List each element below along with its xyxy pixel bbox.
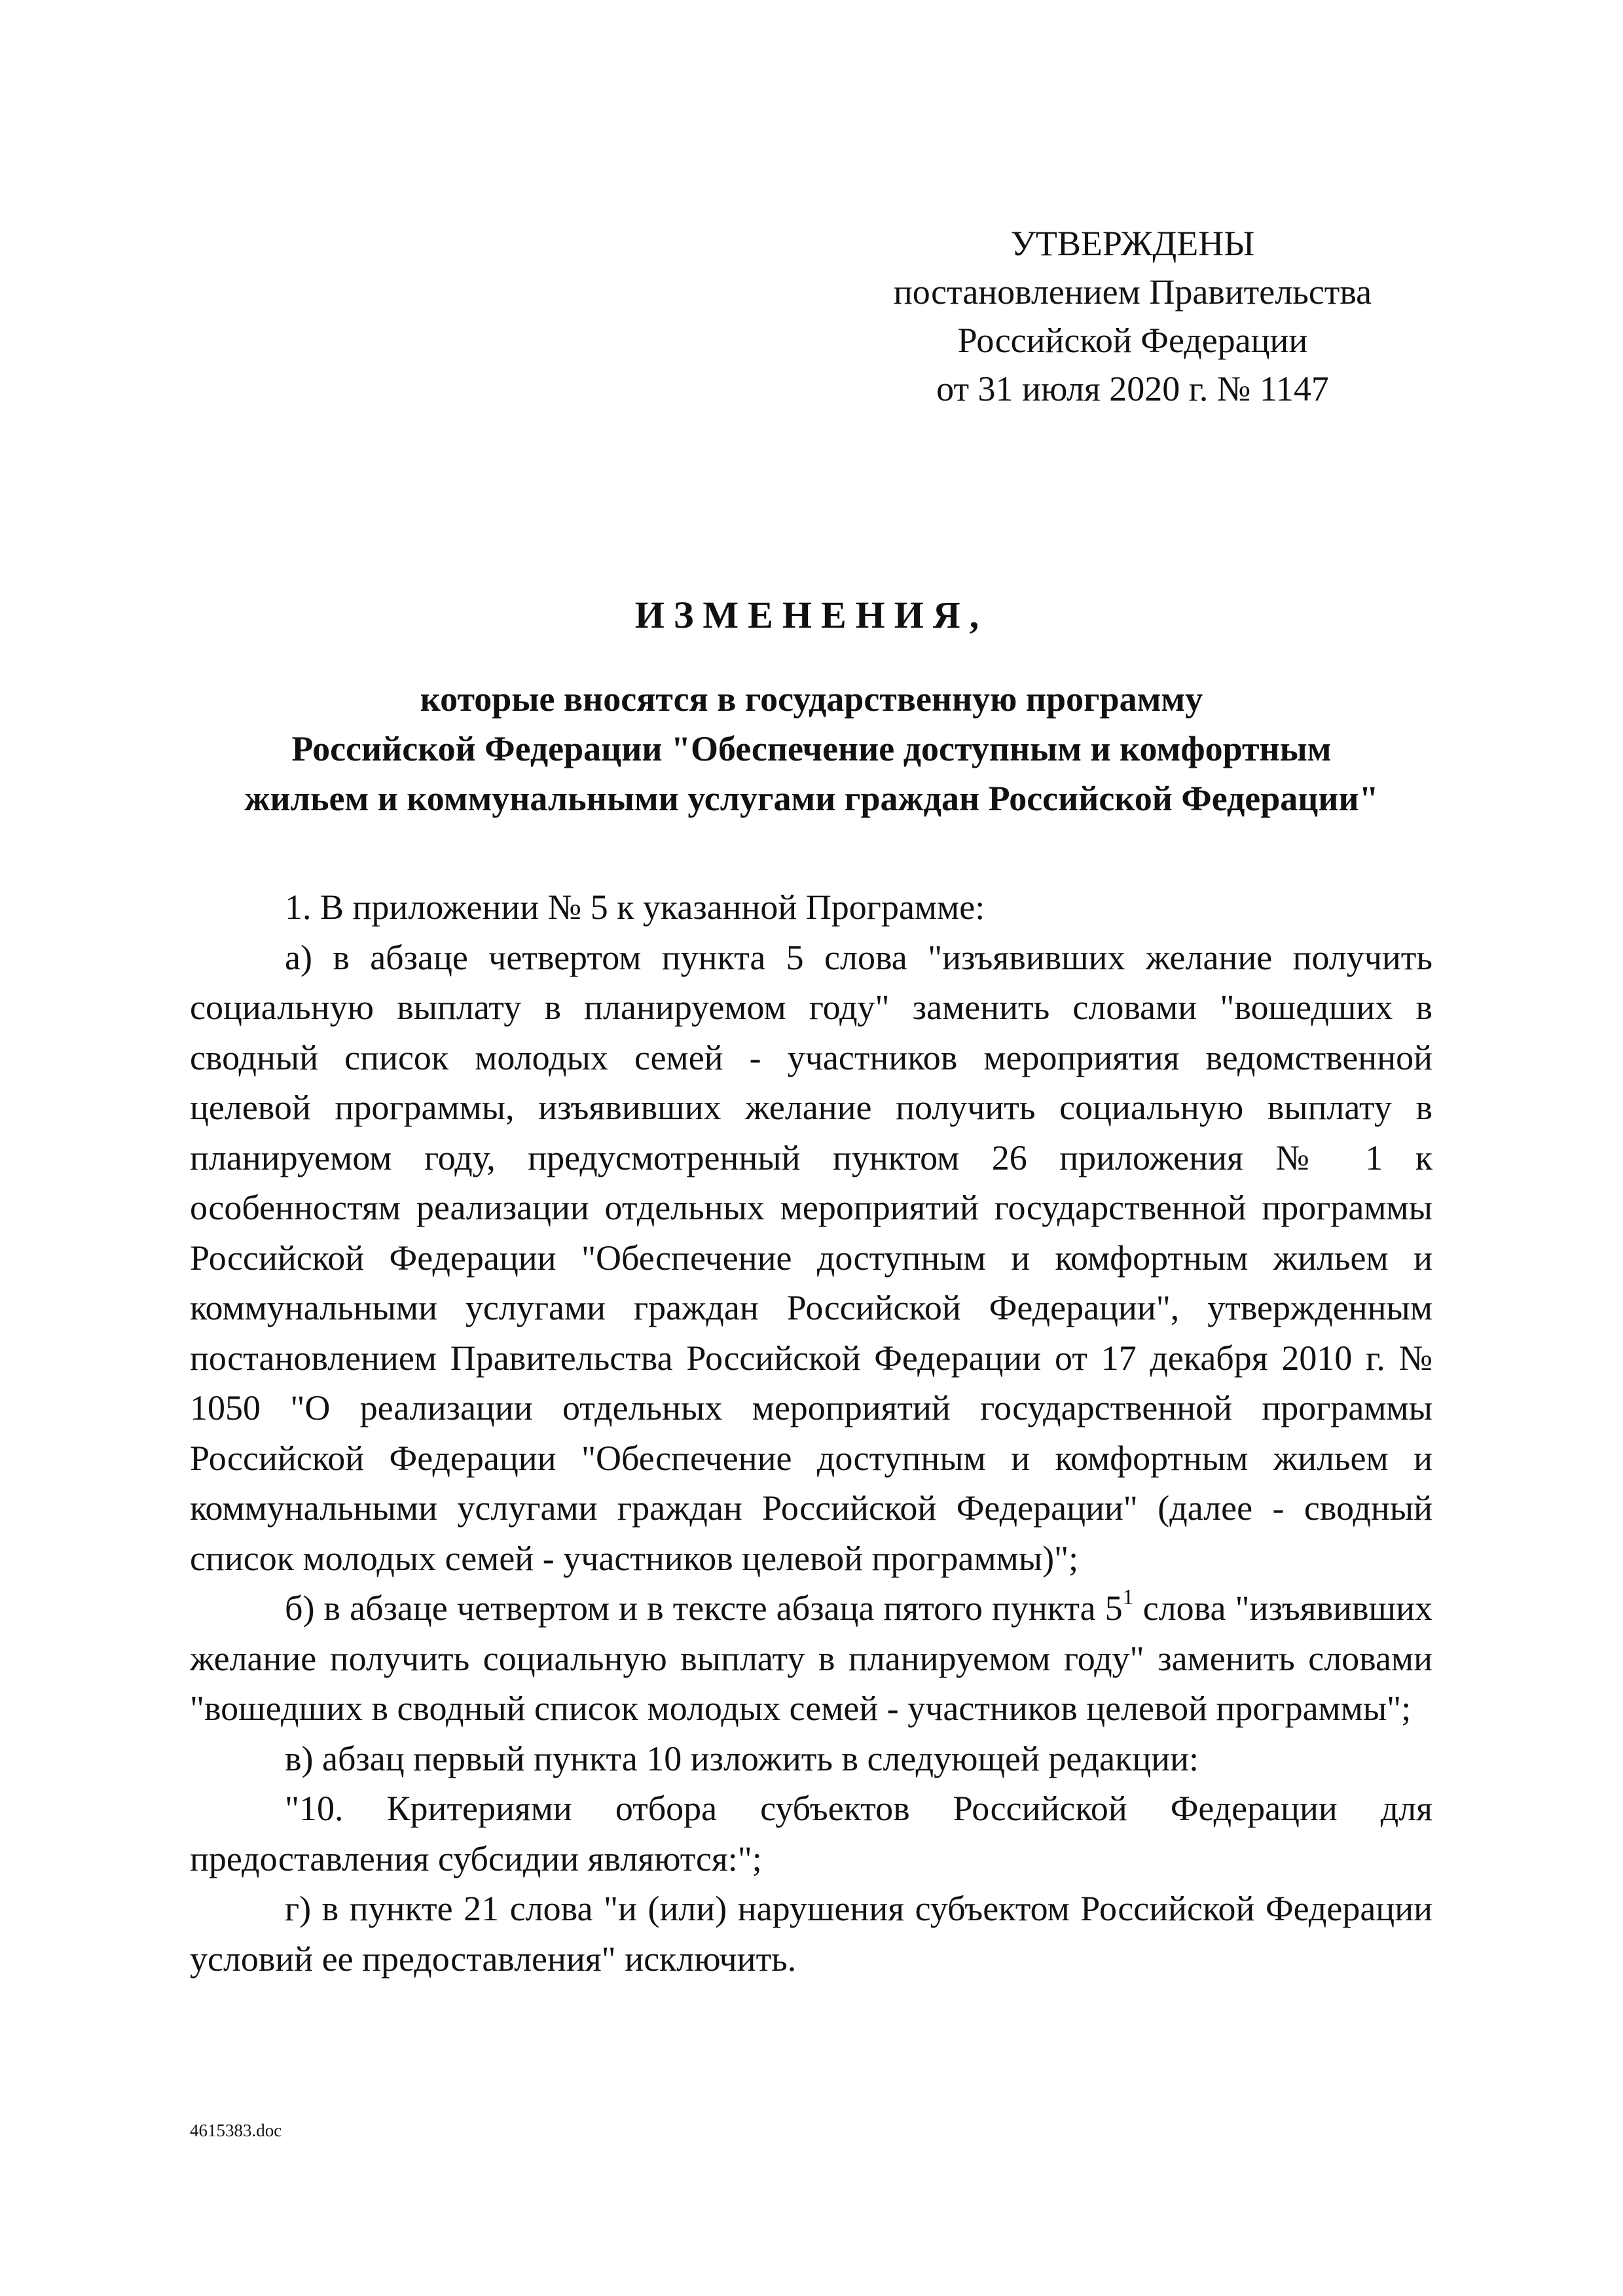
paragraph-item-b bbox=[190, 1583, 1432, 1734]
approval-country: Российской Федерации bbox=[957, 321, 1308, 360]
approval-heading: УТВЕРЖДЕНЫ bbox=[1010, 224, 1255, 263]
document-body bbox=[190, 882, 1432, 1984]
item-b-superscript: 1 bbox=[1122, 1585, 1134, 1609]
paragraph-item-g: г) в пункте 21 слова "и (или) нарушения субъектом Российской Федерации условий ее предоставления" исключить. bbox=[190, 1889, 1432, 1979]
title-block bbox=[157, 589, 1466, 823]
approval-date-number: от 31 июля 2020 г. № 1147 bbox=[936, 369, 1329, 408]
approval-block bbox=[851, 219, 1414, 413]
item-b-text-start: б) в абзаце четвертом и в тексте абзаца пятого пункта 5 bbox=[285, 1588, 1123, 1628]
subtitle-line: которые вносятся в государственную программу bbox=[420, 679, 1203, 719]
paragraph-item-v-quote: "10. Критериями отбора субъектов Российской Федерации для предоставления субсидии являются:"; bbox=[190, 1789, 1432, 1878]
paragraph-item-1: 1. В приложении № 5 к указанной Программе: bbox=[285, 888, 985, 927]
paragraph-item-a: а) в абзаце четвертом пункта 5 слова "изъявивших желание получить социальную выплату в планируемом году" заменить словами "вошедших в сводный список молодых семей - участников мероприятия ведомственной целевой программы, изъявивших желание получить социальную выплату в планируемом году, предусмотренный пунктом 26 приложения № 1 к особенностям реализации отдельных мероприятий государственной программы Российской Федерации "Обеспечение доступным и комфортным жильем и коммунальными услугами граждан Российской Федерации", утвержденным постановлением Правительства Российской Федерации от 17 декабря 2010 г. № 1050 "О реализации отдельных мероприятий государственной программы Российской Федерации "Обеспечение доступным и комфортным жильем и коммунальными услугами граждан Российской Федерации" (далее - сводный список молодых семей - участников целевой программы)"; bbox=[190, 937, 1432, 1578]
approval-issuer: постановлением Правительства bbox=[893, 272, 1372, 312]
subtitle-line: жильем и коммунальными услугами граждан Российской Федерации" bbox=[244, 779, 1379, 818]
document-code: 4615383.doc bbox=[190, 2121, 282, 2140]
item-b-text-end: слова "изъявивших желание получить социальную выплату в планируемом году" заменить словами "вошедших в сводный список молодых семей - участников целевой программы"; bbox=[190, 1588, 1432, 1728]
paragraph-item-v: в) абзац первый пункта 10 изложить в следующей редакции: bbox=[285, 1738, 1199, 1778]
subtitle-line: Российской Федерации "Обеспечение доступным и комфортным bbox=[291, 729, 1332, 768]
document-title: ИЗМЕНЕНИЯ, bbox=[634, 594, 989, 636]
